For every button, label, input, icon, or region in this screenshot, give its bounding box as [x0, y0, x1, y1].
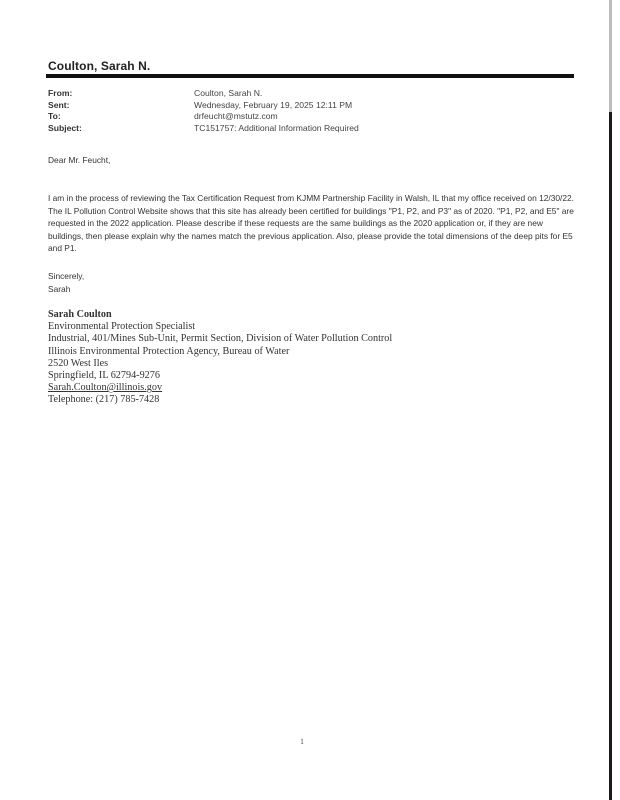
header-sent-value: Wednesday, February 19, 2025 12:11 PM [194, 99, 353, 110]
email-body-paragraph: I am in the process of reviewing the Tax Certification Request from KJMM Partnership Facility in Walsh, IL that my office received on 12/30/22. The IL Pollution Control Website shows that this site has already been certified for buildings "P1, P2, and P3" as of 2020. "P1, P2, and E5" are requested in the 2022 application. Please describe if these requests are the same buildings as the 2020 application or, if they are new buildings, then please explain why the names match the previous application. Also, please provide the total dimensions of the deep pits for E5 and P1. [48, 193, 574, 253]
header-to-label: To: [48, 111, 61, 121]
header-sent-label: Sent: [48, 99, 70, 110]
header-subject-value: TC151757: Additional Information Required [194, 122, 359, 133]
signature-unit: Industrial, 401/Mines Sub-Unit, Permit Section, Division of Water Pollution Control [48, 333, 393, 345]
header-subject-row [48, 123, 568, 135]
sender-name: Coulton, Sarah N. [48, 59, 151, 73]
signature-name: Sarah Coulton [48, 309, 112, 320]
email-signature [48, 309, 548, 407]
email-closing-name: Sarah [48, 284, 71, 294]
email-greeting: Dear Mr. Feucht, [48, 155, 111, 165]
header-sent-row [48, 100, 568, 112]
header-to-value: drfeucht@mstutz.com [194, 111, 278, 121]
signature-email-link[interactable]: Sarah.Coulton@illinois.gov [48, 382, 163, 394]
header-divider [46, 74, 574, 78]
header-from-row [48, 88, 568, 100]
header-from-label: From: [48, 88, 73, 98]
page-edge-border [609, 0, 612, 800]
header-to-row [48, 111, 568, 123]
email-closing: Sincerely, [48, 271, 85, 281]
signature-agency: Illinois Environmental Protection Agency, Bureau of Water [48, 345, 290, 357]
email-headers [48, 88, 568, 134]
signature-city: Springfield, IL 62794-9276 [48, 369, 160, 381]
header-from-value: Coulton, Sarah N. [194, 88, 263, 98]
signature-title: Environmental Protection Specialist [48, 321, 196, 333]
signature-street: 2520 West Iles [48, 357, 109, 369]
page-edge-border-faded [609, 0, 612, 112]
page-number: 1 [300, 737, 304, 746]
signature-phone: Telephone: (217) 785-7428 [48, 394, 160, 406]
header-subject-label: Subject: [48, 122, 82, 133]
